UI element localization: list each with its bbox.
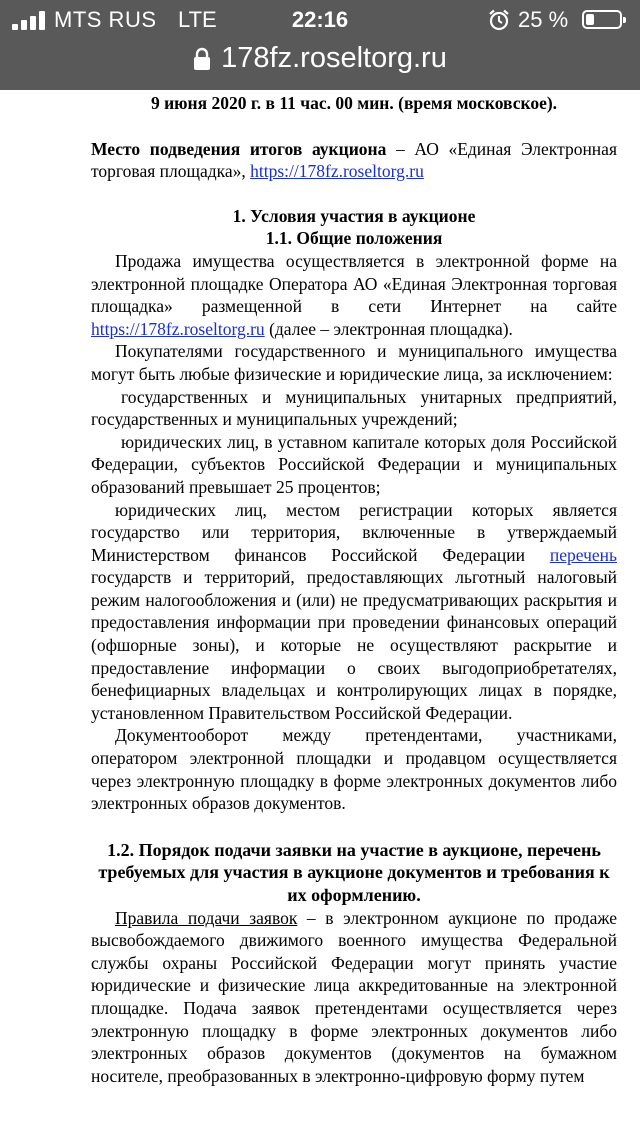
status-bar [0,0,640,40]
section-1-2-title: 1.2. Порядок подачи заявки на участие в аукционе, перечень требуемых для участия в аукционе документов и требования к их оформлению. [98,839,610,905]
address-bar[interactable] [0,42,640,78]
carrier-name: MTS RUS [54,7,157,32]
battery-icon [582,10,622,29]
application-rules-label: Правила подачи заявок [115,907,298,928]
section-1-title: 1. Условия участия в аукционе [232,205,476,226]
paragraph-application-rules: Правила подачи заявок – в электронном аукционе по продаже высвобождаемого движимого военного имущества Федеральной службы охраны Российской Федерации могут принять участие юридические и физические лица аккредитованные на электронной площадке. Подача заявок претендентами осуществляется через электронную площадку в форме электронных документов либо электронных образов документов (документов на бумажном носителе, преобразованных в электронно-цифровую форму путем [91,907,617,1086]
section-1-1-title: 1.1. Общие положения [265,228,443,249]
results-place-label: Место подведения итогов аукциона [91,138,387,159]
paragraph-exclusion-1: государственных и муниципальных унитарных предприятий, государственных и муниципальных учреждений; [91,386,617,430]
paragraph-sale-form: Продажа имущества осуществляется в электронной форме на электронной площадке Оператора АО «Единая Электронная торговая площадка» размещенной в сети Интернет на сайте https://178fz.roseltorg.ru (далее – электронная площадка). [91,250,617,339]
paragraph-exclusion-2: юридических лиц, в уставном капитале которых доля Российской Федерации, субъектов Российской Федерации и муниципальных образований превышает 25 процентов; [91,431,617,497]
roseltorg-link-2[interactable]: https://178fz.roseltorg.ru [91,318,265,339]
auction-date-line: 9 июня 2020 г. в 11 час. 00 мин. (время московское). [150,93,558,113]
lock-icon [193,47,211,71]
roseltorg-link[interactable]: https://178fz.roseltorg.ru [250,161,424,182]
offshore-list-link[interactable]: перечень [549,544,617,565]
results-place-paragraph: Место подведения итогов аукциона – АО «Единая Электронная торговая площадка», https://178fz.roseltorg.ru [91,138,617,182]
paragraph-document-flow: Документооборот между претендентами, участниками, оператором электронной площадки и продавцом осуществляется через электронную площадку в форме электронных документов либо электронных образов документов. [91,725,617,814]
battery-level [586,14,594,25]
alarm-clock-icon [488,9,510,31]
browser-chrome [0,0,640,90]
clock: 22:16 [291,7,349,32]
url-text[interactable]: 178fz.roseltorg.ru [221,42,447,74]
paragraph-exclusion-3: юридических лиц, местом регистрации которых является государство или территория, включенные в утверждаемый Министерством финансов Российской Федерации перечень государств и территорий, предоставляющих льготный налоговый режим налогообложения и (или) не предусматривающих раскрытия и предоставления информации при проведении финансовых операций (офшорные зоны), и которые не осуществляют раскрытие и предоставление информации о своих выгодоприобретателях, бенефициарных владельцах и контролирующих лицах в порядке, установленном Правительством Российской Федерации. [91,499,617,723]
battery-percent: 25 % [518,7,569,32]
network-type: LTE [178,7,217,32]
paragraph-buyers: Покупателями государственного и муниципального имущества могут быть любые физические и юридические лица, за исключением: [91,341,617,384]
document-content [91,90,617,1087]
